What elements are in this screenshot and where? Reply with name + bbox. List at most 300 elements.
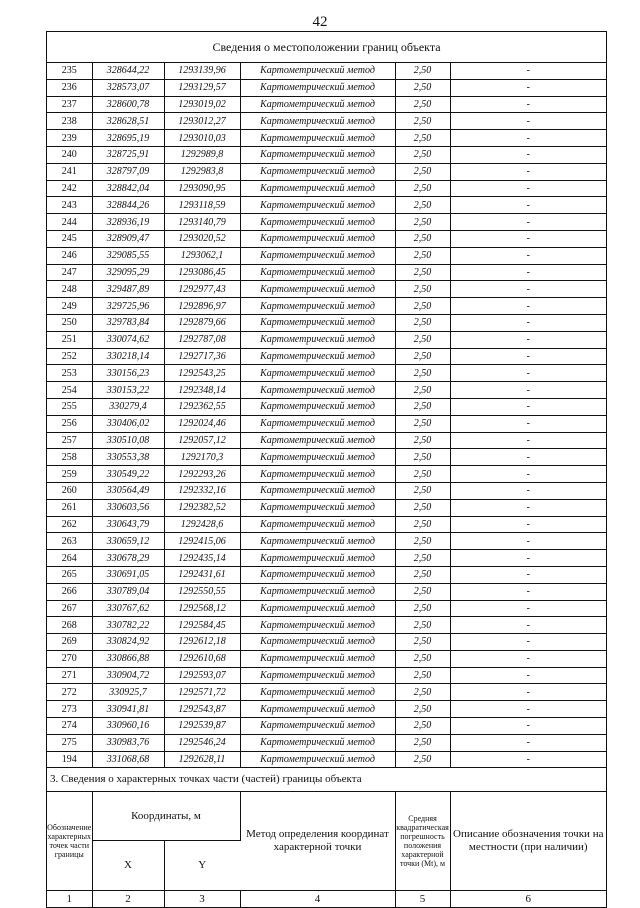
- description-cell: -: [450, 163, 606, 180]
- y-coordinate-cell: 1292628,11: [164, 751, 240, 768]
- point-number-cell: 262: [47, 516, 92, 533]
- x-coordinate-cell: 330510,08: [92, 432, 164, 449]
- y-coordinate-cell: 1293090,95: [164, 180, 240, 197]
- method-cell: Картометрический метод: [240, 482, 395, 499]
- x-coordinate-cell: 328695,19: [92, 130, 164, 147]
- method-cell: Картометрический метод: [240, 600, 395, 617]
- point-number-cell: 274: [47, 718, 92, 735]
- description-cell: -: [450, 180, 606, 197]
- description-cell: -: [450, 348, 606, 365]
- y-coordinate-cell: 1292348,14: [164, 382, 240, 399]
- point-number-cell: 251: [47, 331, 92, 348]
- point-number-cell: 270: [47, 650, 92, 667]
- point-number-cell: 263: [47, 533, 92, 550]
- y-coordinate-cell: 1292546,24: [164, 734, 240, 751]
- accuracy-cell: 2,50: [395, 650, 450, 667]
- table-row: [47, 96, 606, 113]
- table-row: [47, 113, 606, 130]
- y-coordinate-cell: 1293140,79: [164, 214, 240, 231]
- x-coordinate-cell: 330659,12: [92, 533, 164, 550]
- x-coordinate-cell: 328936,19: [92, 214, 164, 231]
- y-coordinate-cell: 1292057,12: [164, 432, 240, 449]
- y-coordinate-cell: 1293062,1: [164, 247, 240, 264]
- table-row: [47, 247, 606, 264]
- table-row: [47, 130, 606, 147]
- description-cell: -: [450, 281, 606, 298]
- method-cell: Картометрический метод: [240, 130, 395, 147]
- x-coordinate-cell: 330960,16: [92, 718, 164, 735]
- x-coordinate-cell: 330153,22: [92, 382, 164, 399]
- point-number-cell: 260: [47, 482, 92, 499]
- y-coordinate-cell: 1292539,87: [164, 718, 240, 735]
- method-cell: Картометрический метод: [240, 197, 395, 214]
- description-cell: -: [450, 96, 606, 113]
- table-row: [47, 79, 606, 96]
- description-cell: -: [450, 230, 606, 247]
- accuracy-cell: 2,50: [395, 499, 450, 516]
- x-coordinate-cell: 328725,91: [92, 146, 164, 163]
- section3-table: [47, 792, 606, 907]
- y-coordinate-cell: 1292610,68: [164, 650, 240, 667]
- method-cell: Картометрический метод: [240, 63, 395, 79]
- method-cell: Картометрический метод: [240, 533, 395, 550]
- x-coordinate-cell: 330074,62: [92, 331, 164, 348]
- x-coordinate-cell: 330279,4: [92, 398, 164, 415]
- point-number-cell: 235: [47, 63, 92, 79]
- method-cell: Картометрический метод: [240, 499, 395, 516]
- table-row: [47, 382, 606, 399]
- method-cell: Картометрический метод: [240, 398, 395, 415]
- y-coordinate-cell: 1292543,25: [164, 365, 240, 382]
- point-number-cell: 244: [47, 214, 92, 231]
- table-row: [47, 617, 606, 634]
- description-cell: -: [450, 751, 606, 768]
- y-coordinate-cell: 1292332,16: [164, 482, 240, 499]
- table-row: [47, 684, 606, 701]
- accuracy-cell: 2,50: [395, 701, 450, 718]
- x-coordinate-cell: 330866,88: [92, 650, 164, 667]
- x-coordinate-cell: 330782,22: [92, 617, 164, 634]
- point-number-cell: 275: [47, 734, 92, 751]
- method-cell: Картометрический метод: [240, 163, 395, 180]
- x-coordinate-cell: 329085,55: [92, 247, 164, 264]
- y-coordinate-cell: 1292612,18: [164, 634, 240, 651]
- description-cell: -: [450, 701, 606, 718]
- point-number-cell: 258: [47, 449, 92, 466]
- column-index: 2: [92, 890, 164, 907]
- y-coordinate-cell: 1293086,45: [164, 264, 240, 281]
- y-coordinate-cell: 1292977,43: [164, 281, 240, 298]
- table-row: [47, 264, 606, 281]
- point-number-cell: 267: [47, 600, 92, 617]
- description-cell: -: [450, 466, 606, 483]
- accuracy-cell: 2,50: [395, 516, 450, 533]
- y-coordinate-cell: 1293010,03: [164, 130, 240, 147]
- table-row: [47, 734, 606, 751]
- point-number-cell: 264: [47, 550, 92, 567]
- point-number-cell: 238: [47, 113, 92, 130]
- x-coordinate-cell: 330691,05: [92, 566, 164, 583]
- point-number-cell: 259: [47, 466, 92, 483]
- coordinates-table: [47, 63, 606, 768]
- accuracy-cell: 2,50: [395, 751, 450, 768]
- y-coordinate-cell: 1292170,3: [164, 449, 240, 466]
- description-cell: -: [450, 684, 606, 701]
- table-row: [47, 298, 606, 315]
- table-row: [47, 516, 606, 533]
- table-row: [47, 533, 606, 550]
- description-cell: -: [450, 566, 606, 583]
- accuracy-cell: 2,50: [395, 197, 450, 214]
- accuracy-cell: 2,50: [395, 617, 450, 634]
- table-row: [47, 499, 606, 516]
- point-number-cell: 250: [47, 314, 92, 331]
- x-coordinate-cell: 328628,51: [92, 113, 164, 130]
- x-coordinate-cell: 328644,22: [92, 63, 164, 79]
- method-cell: Картометрический метод: [240, 331, 395, 348]
- point-number-cell: 253: [47, 365, 92, 382]
- point-number-cell: 257: [47, 432, 92, 449]
- table-row: [47, 163, 606, 180]
- accuracy-cell: 2,50: [395, 281, 450, 298]
- y-coordinate-cell: 1292435,14: [164, 550, 240, 567]
- accuracy-cell: 2,50: [395, 684, 450, 701]
- description-cell: -: [450, 415, 606, 432]
- accuracy-cell: 2,50: [395, 331, 450, 348]
- x-coordinate-cell: 330983,76: [92, 734, 164, 751]
- method-cell: Картометрический метод: [240, 415, 395, 432]
- accuracy-cell: 2,50: [395, 163, 450, 180]
- x-coordinate-cell: 330218,14: [92, 348, 164, 365]
- x-coordinate-cell: 330406,02: [92, 415, 164, 432]
- point-number-cell: 249: [47, 298, 92, 315]
- point-number-cell: 239: [47, 130, 92, 147]
- accuracy-cell: 2,50: [395, 365, 450, 382]
- method-cell: Картометрический метод: [240, 684, 395, 701]
- accuracy-cell: 2,50: [395, 634, 450, 651]
- table-row: [47, 466, 606, 483]
- y-coordinate-cell: 1293118,59: [164, 197, 240, 214]
- description-cell: -: [450, 298, 606, 315]
- description-cell: -: [450, 146, 606, 163]
- y-coordinate-cell: 1292593,07: [164, 667, 240, 684]
- description-cell: -: [450, 197, 606, 214]
- column-index: 1: [47, 890, 92, 907]
- table-row: [47, 348, 606, 365]
- method-cell: Картометрический метод: [240, 96, 395, 113]
- description-cell: -: [450, 734, 606, 751]
- accuracy-cell: 2,50: [395, 667, 450, 684]
- y-coordinate-cell: 1292024,46: [164, 415, 240, 432]
- table-row: [47, 482, 606, 499]
- x-coordinate-cell: 330824,92: [92, 634, 164, 651]
- method-cell: Картометрический метод: [240, 348, 395, 365]
- point-number-cell: 241: [47, 163, 92, 180]
- method-cell: Картометрический метод: [240, 466, 395, 483]
- description-cell: -: [450, 583, 606, 600]
- description-cell: -: [450, 113, 606, 130]
- method-cell: Картометрический метод: [240, 382, 395, 399]
- point-number-cell: 273: [47, 701, 92, 718]
- x-coordinate-cell: 330904,72: [92, 667, 164, 684]
- page-number: 42: [312, 14, 328, 30]
- y-coordinate-cell: 1292787,08: [164, 331, 240, 348]
- section-title: Сведения о местоположении границ объекта: [47, 32, 606, 63]
- table-row: [47, 197, 606, 214]
- table-row: [47, 230, 606, 247]
- accuracy-cell: 2,50: [395, 348, 450, 365]
- x-coordinate-cell: 330643,79: [92, 516, 164, 533]
- accuracy-cell: 2,50: [395, 382, 450, 399]
- x-coordinate-cell: 328797,09: [92, 163, 164, 180]
- method-cell: Картометрический метод: [240, 365, 395, 382]
- header-accuracy: Средняя квадратическая погрешность положения характерной точки (Мt), м: [395, 792, 450, 890]
- description-cell: -: [450, 449, 606, 466]
- method-cell: Картометрический метод: [240, 247, 395, 264]
- point-number-cell: 271: [47, 667, 92, 684]
- table-row: [47, 432, 606, 449]
- table-row: [47, 331, 606, 348]
- method-cell: Картометрический метод: [240, 432, 395, 449]
- accuracy-cell: 2,50: [395, 482, 450, 499]
- description-cell: -: [450, 600, 606, 617]
- description-cell: -: [450, 718, 606, 735]
- table-row: [47, 718, 606, 735]
- y-coordinate-cell: 1293139,96: [164, 63, 240, 79]
- point-number-cell: 266: [47, 583, 92, 600]
- table-row: [47, 281, 606, 298]
- accuracy-cell: 2,50: [395, 247, 450, 264]
- y-coordinate-cell: 1292543,87: [164, 701, 240, 718]
- y-coordinate-cell: 1292571,72: [164, 684, 240, 701]
- method-cell: Картометрический метод: [240, 751, 395, 768]
- x-coordinate-cell: 330156,23: [92, 365, 164, 382]
- x-coordinate-cell: 330925,7: [92, 684, 164, 701]
- y-coordinate-cell: 1292989,8: [164, 146, 240, 163]
- table-row: [47, 180, 606, 197]
- column-index: 5: [395, 890, 450, 907]
- method-cell: Картометрический метод: [240, 298, 395, 315]
- y-coordinate-cell: 1292584,45: [164, 617, 240, 634]
- accuracy-cell: 2,50: [395, 314, 450, 331]
- x-coordinate-cell: 330941,81: [92, 701, 164, 718]
- y-coordinate-cell: 1292293,26: [164, 466, 240, 483]
- table-row: [47, 365, 606, 382]
- table-row: [47, 751, 606, 768]
- y-coordinate-cell: 1293129,57: [164, 79, 240, 96]
- point-number-cell: 243: [47, 197, 92, 214]
- description-cell: -: [450, 550, 606, 567]
- x-coordinate-cell: 328842,04: [92, 180, 164, 197]
- table-row: [47, 146, 606, 163]
- accuracy-cell: 2,50: [395, 566, 450, 583]
- table-row: [47, 550, 606, 567]
- x-coordinate-cell: 328573,07: [92, 79, 164, 96]
- method-cell: Картометрический метод: [240, 264, 395, 281]
- description-cell: -: [450, 130, 606, 147]
- accuracy-cell: 2,50: [395, 550, 450, 567]
- description-cell: -: [450, 365, 606, 382]
- method-cell: Картометрический метод: [240, 79, 395, 96]
- point-number-cell: 254: [47, 382, 92, 399]
- x-coordinate-cell: 329783,84: [92, 314, 164, 331]
- x-coordinate-cell: 329095,29: [92, 264, 164, 281]
- method-cell: Картометрический метод: [240, 650, 395, 667]
- description-cell: -: [450, 264, 606, 281]
- accuracy-cell: 2,50: [395, 718, 450, 735]
- y-coordinate-cell: 1293019,02: [164, 96, 240, 113]
- point-number-cell: 268: [47, 617, 92, 634]
- y-coordinate-cell: 1292382,52: [164, 499, 240, 516]
- method-cell: Картометрический метод: [240, 550, 395, 567]
- y-coordinate-cell: 1292983,8: [164, 163, 240, 180]
- y-coordinate-cell: 1292879,66: [164, 314, 240, 331]
- x-coordinate-cell: 330553,38: [92, 449, 164, 466]
- point-number-cell: 255: [47, 398, 92, 415]
- method-cell: Картометрический метод: [240, 449, 395, 466]
- description-cell: -: [450, 617, 606, 634]
- accuracy-cell: 2,50: [395, 113, 450, 130]
- point-number-cell: 240: [47, 146, 92, 163]
- y-coordinate-cell: 1293020,52: [164, 230, 240, 247]
- point-number-cell: 237: [47, 96, 92, 113]
- description-cell: -: [450, 314, 606, 331]
- x-coordinate-cell: 328844,26: [92, 197, 164, 214]
- method-cell: Картометрический метод: [240, 566, 395, 583]
- document-frame: [46, 31, 607, 908]
- y-coordinate-cell: 1292431,61: [164, 566, 240, 583]
- point-number-cell: 272: [47, 684, 92, 701]
- x-coordinate-cell: 329487,89: [92, 281, 164, 298]
- method-cell: Картометрический метод: [240, 617, 395, 634]
- header-y: Y: [164, 840, 240, 890]
- table-row: [47, 63, 606, 79]
- accuracy-cell: 2,50: [395, 214, 450, 231]
- accuracy-cell: 2,50: [395, 600, 450, 617]
- x-coordinate-cell: 330789,04: [92, 583, 164, 600]
- point-number-cell: 252: [47, 348, 92, 365]
- description-cell: -: [450, 533, 606, 550]
- y-coordinate-cell: 1293012,27: [164, 113, 240, 130]
- method-cell: Картометрический метод: [240, 718, 395, 735]
- y-coordinate-cell: 1292362,55: [164, 398, 240, 415]
- table-row: [47, 398, 606, 415]
- accuracy-cell: 2,50: [395, 734, 450, 751]
- table-row: [47, 449, 606, 466]
- method-cell: Картометрический метод: [240, 634, 395, 651]
- x-coordinate-cell: 329725,96: [92, 298, 164, 315]
- method-cell: Картометрический метод: [240, 230, 395, 247]
- y-coordinate-cell: 1292428,6: [164, 516, 240, 533]
- x-coordinate-cell: 330549,22: [92, 466, 164, 483]
- header-method: Метод определения координат характерной точки: [240, 792, 395, 890]
- accuracy-cell: 2,50: [395, 449, 450, 466]
- accuracy-cell: 2,50: [395, 180, 450, 197]
- accuracy-cell: 2,50: [395, 533, 450, 550]
- description-cell: -: [450, 331, 606, 348]
- x-coordinate-cell: 330678,29: [92, 550, 164, 567]
- header-x: X: [92, 840, 164, 890]
- accuracy-cell: 2,50: [395, 415, 450, 432]
- header-designation: Обозначение характерных точек части границы: [47, 792, 92, 890]
- x-coordinate-cell: 330603,56: [92, 499, 164, 516]
- accuracy-cell: 2,50: [395, 146, 450, 163]
- table-row: [47, 566, 606, 583]
- description-cell: -: [450, 247, 606, 264]
- table-row: [47, 583, 606, 600]
- method-cell: Картометрический метод: [240, 583, 395, 600]
- table-row: [47, 415, 606, 432]
- accuracy-cell: 2,50: [395, 432, 450, 449]
- point-number-cell: 256: [47, 415, 92, 432]
- x-coordinate-cell: 330767,62: [92, 600, 164, 617]
- point-number-cell: 265: [47, 566, 92, 583]
- table-row: [47, 600, 606, 617]
- method-cell: Картометрический метод: [240, 516, 395, 533]
- point-number-cell: 261: [47, 499, 92, 516]
- description-cell: -: [450, 432, 606, 449]
- method-cell: Картометрический метод: [240, 667, 395, 684]
- method-cell: Картометрический метод: [240, 214, 395, 231]
- column-index: 3: [164, 890, 240, 907]
- point-number-cell: 194: [47, 751, 92, 768]
- y-coordinate-cell: 1292550,55: [164, 583, 240, 600]
- accuracy-cell: 2,50: [395, 63, 450, 79]
- description-cell: -: [450, 667, 606, 684]
- point-number-cell: 246: [47, 247, 92, 264]
- column-index: 4: [240, 890, 395, 907]
- accuracy-cell: 2,50: [395, 398, 450, 415]
- description-cell: -: [450, 499, 606, 516]
- description-cell: -: [450, 382, 606, 399]
- accuracy-cell: 2,50: [395, 264, 450, 281]
- x-coordinate-cell: 330564,49: [92, 482, 164, 499]
- description-cell: -: [450, 398, 606, 415]
- y-coordinate-cell: 1292717,36: [164, 348, 240, 365]
- method-cell: Картометрический метод: [240, 281, 395, 298]
- table-row: [47, 634, 606, 651]
- description-cell: -: [450, 214, 606, 231]
- header-coordinates: Координаты, м: [92, 792, 240, 840]
- point-number-cell: 248: [47, 281, 92, 298]
- table-row: [47, 650, 606, 667]
- description-cell: -: [450, 650, 606, 667]
- point-number-cell: 242: [47, 180, 92, 197]
- point-number-cell: 269: [47, 634, 92, 651]
- accuracy-cell: 2,50: [395, 466, 450, 483]
- column-index: 6: [525, 892, 531, 905]
- accuracy-cell: 2,50: [395, 583, 450, 600]
- accuracy-cell: 2,50: [395, 298, 450, 315]
- y-coordinate-cell: 1292415,06: [164, 533, 240, 550]
- method-cell: Картометрический метод: [240, 314, 395, 331]
- point-number-cell: 236: [47, 79, 92, 96]
- method-cell: Картометрический метод: [240, 701, 395, 718]
- table-row: [47, 667, 606, 684]
- description-cell: -: [450, 516, 606, 533]
- description-cell: -: [450, 63, 606, 79]
- header-description: Описание обозначения точки на местности (при наличии): [450, 792, 606, 890]
- accuracy-cell: 2,50: [395, 230, 450, 247]
- table-row: [47, 701, 606, 718]
- accuracy-cell: 2,50: [395, 130, 450, 147]
- x-coordinate-cell: 331068,68: [92, 751, 164, 768]
- method-cell: Картометрический метод: [240, 146, 395, 163]
- point-number-cell: 245: [47, 230, 92, 247]
- x-coordinate-cell: 328909,47: [92, 230, 164, 247]
- table-row: [47, 314, 606, 331]
- description-cell: -: [450, 634, 606, 651]
